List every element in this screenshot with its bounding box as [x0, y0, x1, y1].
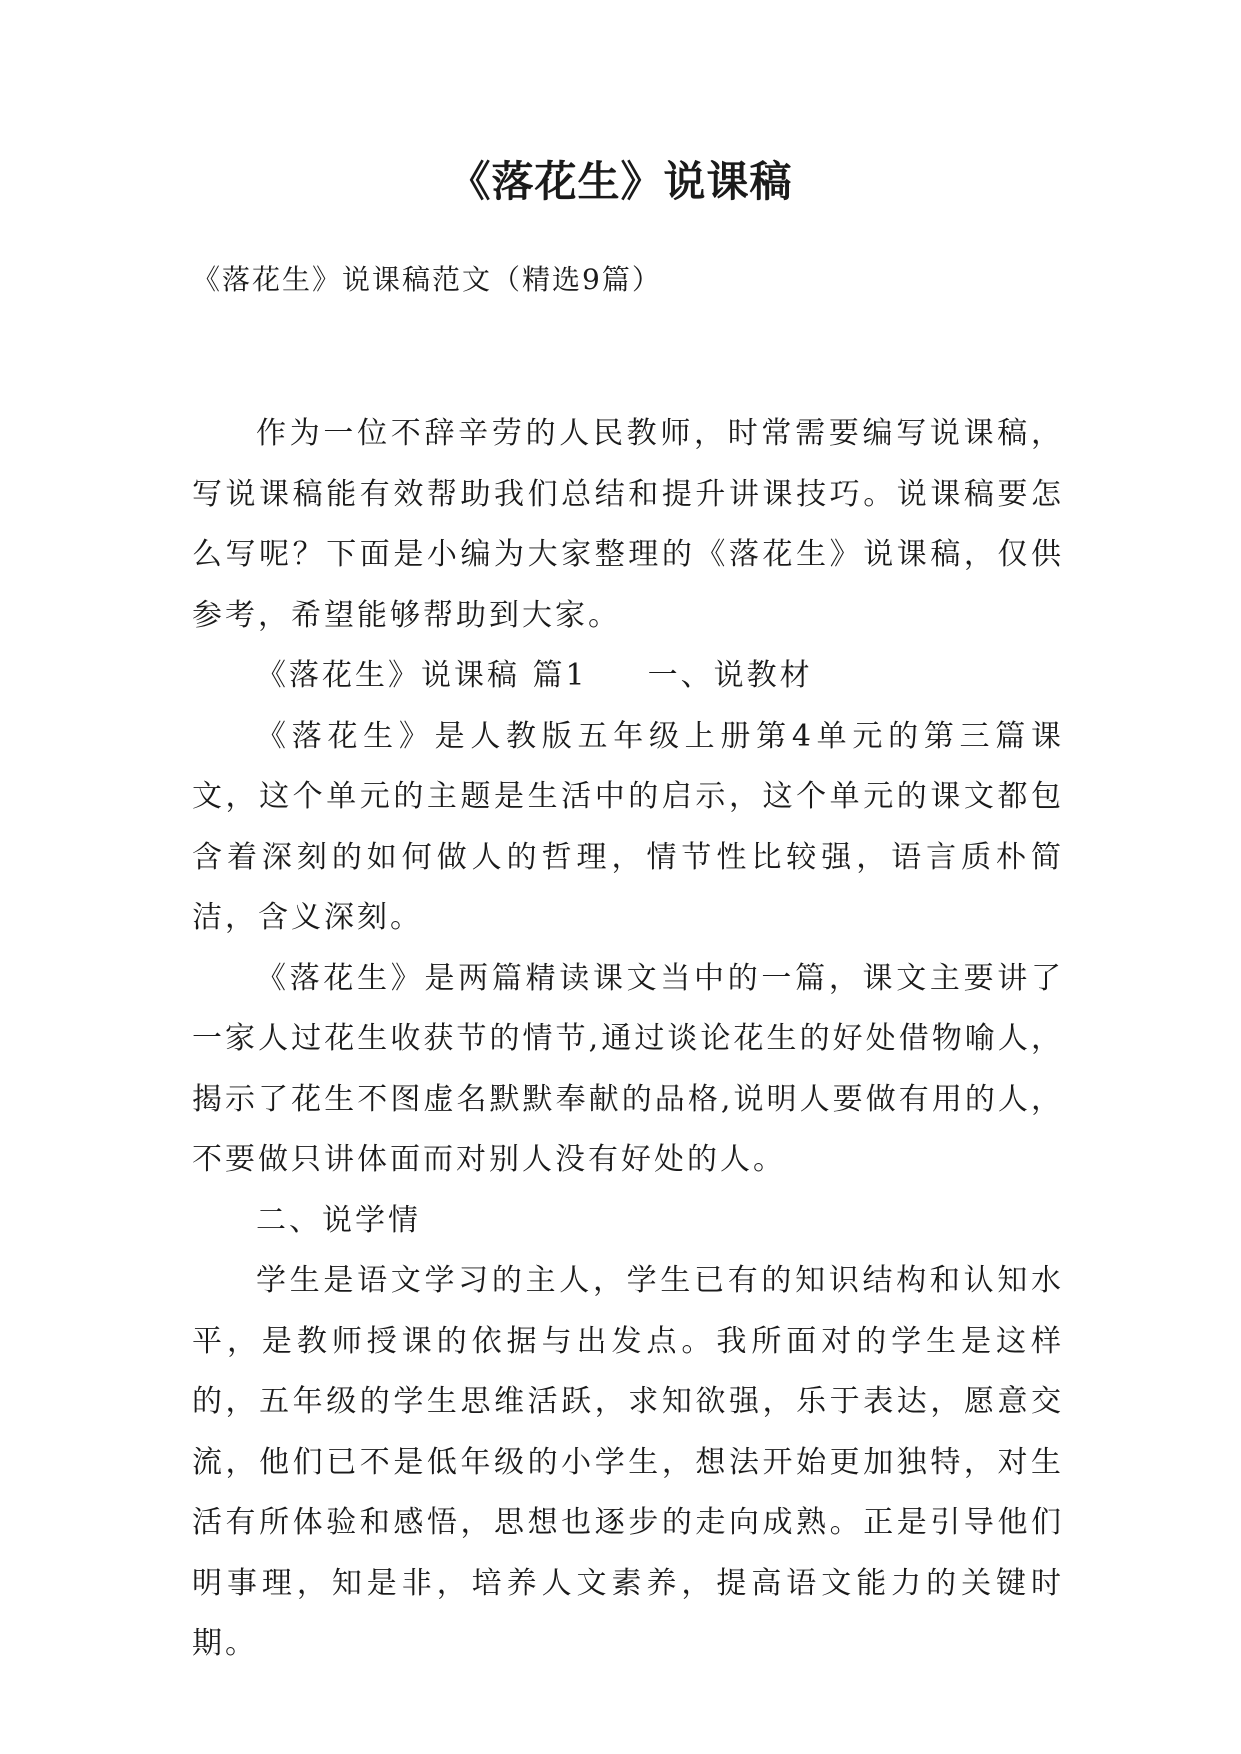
document-title: 《落花生》说课稿: [448, 157, 793, 206]
textbook-paragraph-2: 《落花生》是两篇精读课文当中的一篇，课文主要讲了一家人过花生收获节的情节,通过谈论花生的好处借物喻人，揭示了花生不图虚名默默奉献的品格,说明人要做有用的人，不要做只讲体面而对别人没有好处的人。: [192, 960, 1064, 1177]
intro-paragraph: 作为一位不辞辛劳的人民教师，时常需要编写说课稿，写说课稿能有效帮助我们总结和提升讲课技巧。说课稿要怎么写呢？下面是小编为大家整理的《落花生》说课稿，仅供参考，希望能够帮助到大家。: [192, 416, 1064, 633]
document-subtitle: 《落花生》说课稿范文（精选9篇）: [192, 263, 662, 296]
textbook-paragraph-1: 《落花生》是人教版五年级上册第4单元的第三篇课文，这个单元的主题是生活中的启示，这个单元的课文都包含着深刻的如何做人的哲理，情节性比较强，语言质朴简洁，含义深刻。: [192, 718, 1064, 935]
section-label: 《落花生》说课稿 篇1: [256, 658, 588, 693]
document-body: [192, 404, 1064, 1675]
students-paragraph: 学生是语文学习的主人，学生已有的知识结构和认知水平，是教师授课的依据与出发点。我所面对的学生是这样的，五年级的学生思维活跃，求知欲强，乐于表达，愿意交流，他们已不是低年级的小学生，想法开始更加独特，对生活有所体验和感悟，思想也逐步的走向成熟。正是引导他们明事理，知是非，培养人文素养，提高语文能力的关键时期。: [192, 1263, 1064, 1661]
section-heading-line: [192, 646, 1064, 707]
section-heading-students: 二、说学情: [256, 1202, 421, 1238]
section-heading-textbook: 一、说教材: [647, 658, 813, 693]
